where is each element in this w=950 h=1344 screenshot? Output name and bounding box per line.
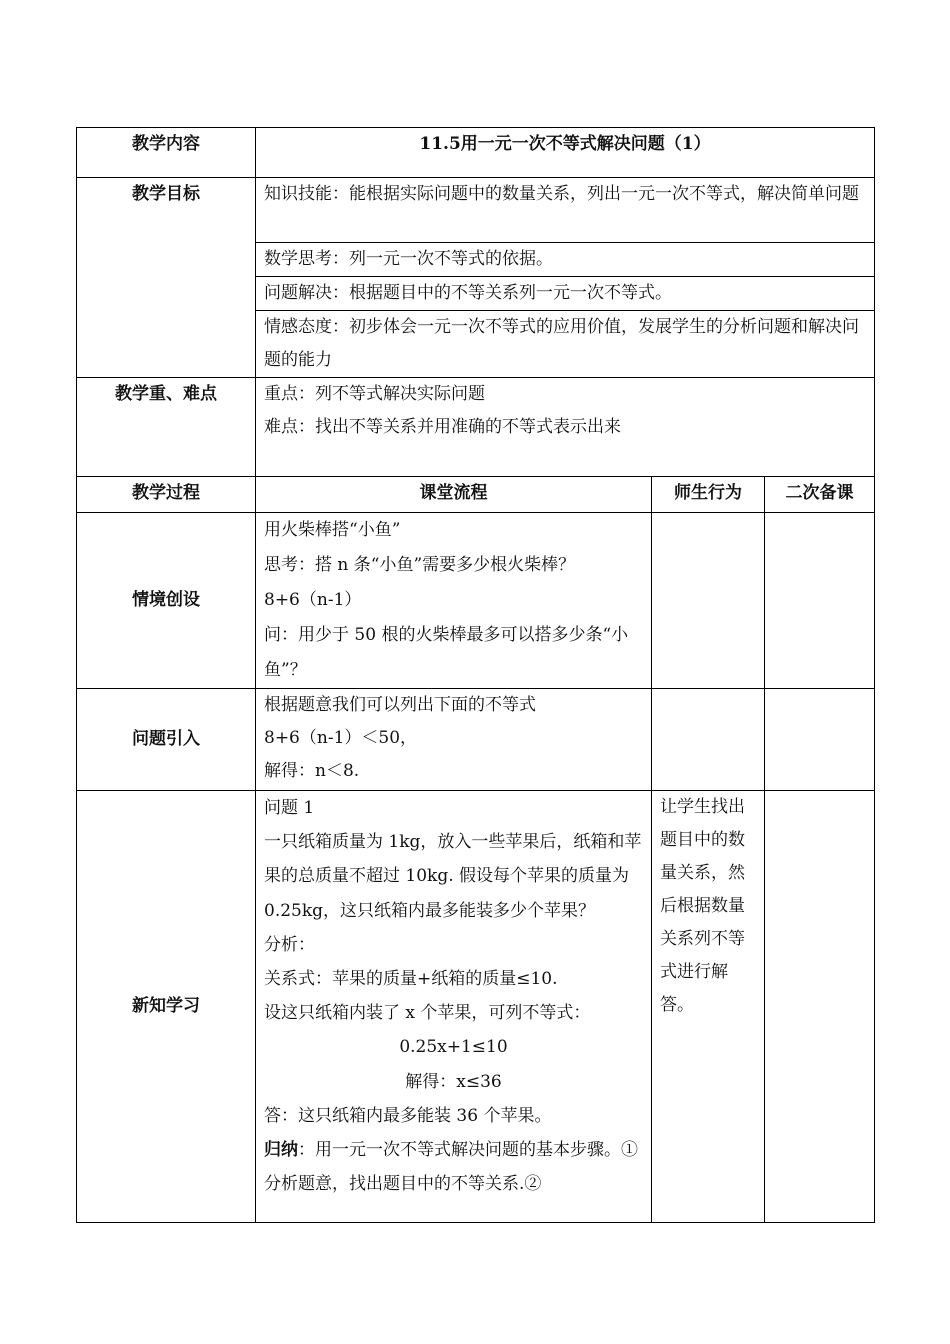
- solution-text: 解得：x≤36: [405, 1071, 502, 1092]
- row-new-knowledge: [77, 791, 875, 1223]
- summary-text: ：用一元一次不等式解决问题的基本步骤。①分析题意，找出题目中的不等关系.②: [264, 1140, 638, 1195]
- intro-line1: 根据题意我们可以列出下面的不等式: [264, 695, 536, 715]
- row-situation: [77, 513, 875, 689]
- objective-problem: 问题解决：根据题目中的不等关系列一元一次不等式。: [256, 277, 875, 311]
- lesson-plan-table: [76, 127, 875, 1223]
- keypoints-content: [256, 378, 875, 477]
- summary-block: [264, 1133, 643, 1201]
- objective-attitude-text: 情感态度：初步体会一元一次不等式的应用价值，发展学生的分析问题和解决问题的能力: [264, 317, 859, 370]
- keypoint-difficult: 难点：找出不等关系并用准确的不等式表示出来: [264, 417, 621, 437]
- label-objectives: 教学目标: [77, 178, 256, 378]
- intro-line2: 8+6（n-1）＜50，: [264, 728, 418, 748]
- situation-content: [256, 513, 652, 689]
- objective-thinking: 数学思考：列一元一次不等式的依据。: [256, 243, 875, 277]
- label-content: 教学内容: [77, 128, 256, 178]
- question-text: 一只纸箱质量为 1kg，放入一些苹果后，纸箱和苹果的总质量不超过 10kg. 假设每个苹果的质量为 0.25kg，这只纸箱内最多能装多少个苹果？: [264, 832, 642, 921]
- label-keypoints: 教学重、难点: [77, 378, 256, 477]
- row-intro: [77, 689, 875, 791]
- situation-line1: 用火柴棒搭“小鱼”: [264, 520, 401, 540]
- row-keypoints: [77, 378, 875, 477]
- answer-text: 答：这只纸箱内最多能装 36 个苹果。: [264, 1105, 552, 1126]
- row-process-header: [77, 477, 875, 513]
- question-title: 问题 1: [264, 798, 315, 818]
- label-new-knowledge: 新知学习: [77, 791, 256, 1223]
- intro-actions: [652, 689, 765, 791]
- label-intro: 问题引入: [77, 689, 256, 791]
- row-objective-knowledge: [77, 178, 875, 243]
- situation-line3: 8+6（n-1）: [264, 590, 362, 610]
- label-situation: 情境创设: [77, 513, 256, 689]
- situation-second-prep: [765, 513, 875, 689]
- new-knowledge-content: [256, 791, 652, 1223]
- new-knowledge-actions: [652, 791, 765, 1223]
- situation-line4: 问：用少于 50 根的火柴棒最多可以搭多少条“小鱼”？: [264, 625, 629, 680]
- setup-text: 设这只纸箱内装了 x 个苹果，可列不等式：: [264, 1003, 591, 1024]
- header-process: 教学过程: [77, 477, 256, 513]
- summary-label: 归纳: [264, 1140, 298, 1161]
- analysis-label: 分析：: [264, 934, 315, 955]
- intro-line3: 解得：n＜8.: [264, 761, 360, 781]
- header-actions: 师生行为: [652, 477, 765, 513]
- keypoint-key: 重点：列不等式解决实际问题: [264, 384, 485, 404]
- inequality-text: 0.25x+1≤10: [399, 1037, 508, 1058]
- situation-actions: [652, 513, 765, 689]
- row-content: [77, 128, 875, 178]
- header-flow: 课堂流程: [256, 477, 652, 513]
- objective-knowledge: [256, 178, 875, 243]
- relation-text: 关系式：苹果的质量+纸箱的质量≤10.: [264, 969, 558, 990]
- lesson-title: 11.5用一元一次不等式解决问题（1）: [256, 128, 875, 178]
- situation-line2: 思考：搭 n 条“小鱼”需要多少根火柴棒？: [264, 555, 576, 575]
- intro-content: [256, 689, 652, 791]
- header-second-prep: 二次备课: [765, 477, 875, 513]
- objective-knowledge-text: 知识技能：能根据实际问题中的数量关系，列出一元一次不等式，解决简单问题: [264, 184, 859, 204]
- teacher-action-text: 让学生找出题目中的数量关系，然后根据数量关系列不等式进行解答。: [660, 797, 745, 1015]
- intro-second-prep: [765, 689, 875, 791]
- objective-attitude: [256, 311, 875, 378]
- new-knowledge-second-prep: [765, 791, 875, 1223]
